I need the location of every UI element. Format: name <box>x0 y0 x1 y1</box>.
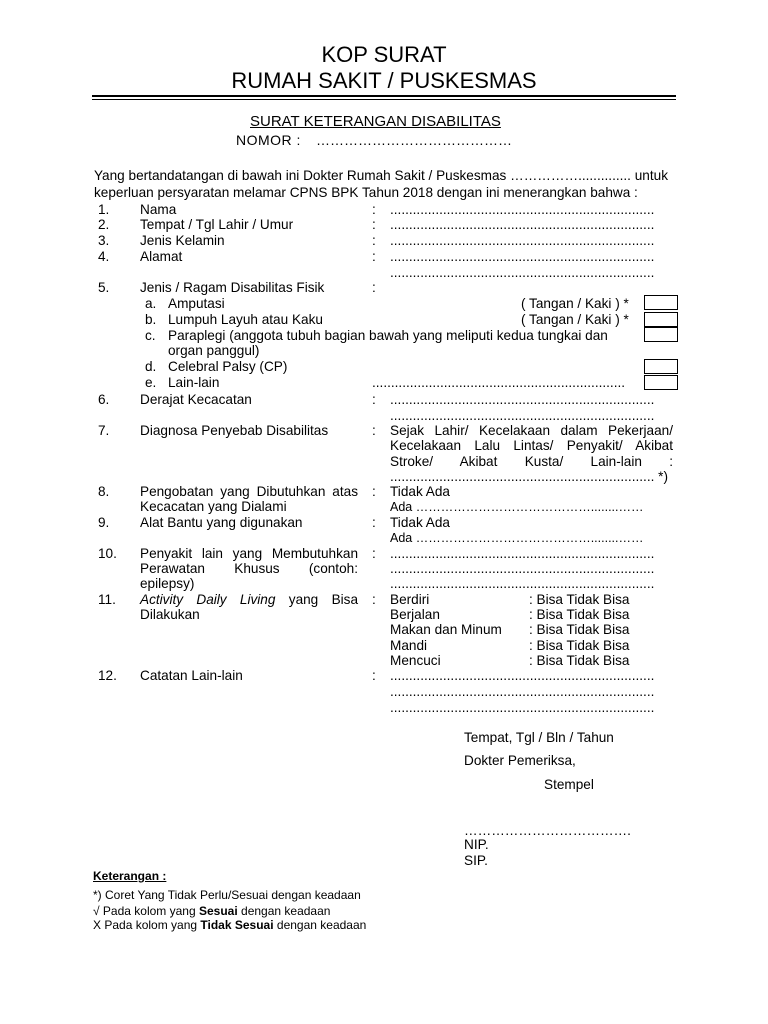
subitem-label-amputasi: Amputasi <box>168 296 225 311</box>
checkbox-lainlain[interactable] <box>644 375 678 390</box>
item-label-jenis-kelamin: Jenis Kelamin <box>140 233 225 248</box>
note-3 <box>93 917 366 933</box>
item-value-nama: ...................................................................... <box>390 202 655 217</box>
subitem-letter: d. <box>145 359 157 374</box>
item-separator: : <box>372 592 376 607</box>
adl-activity: Berdiri <box>390 592 430 607</box>
item-value-penyakit: ...................................................................... <box>390 546 655 561</box>
note-1: *) Coret Yang Tidak Perlu/Sesuai dengan keadaan <box>93 888 361 902</box>
subitem-label-lumpuh: Lumpuh Layuh atau Kaku <box>168 312 323 327</box>
item-separator: : <box>372 392 376 407</box>
item-separator: : <box>372 280 376 295</box>
item-value-ttl: ...................................................................... <box>390 217 655 232</box>
item-value-alamat-2: ...................................................................... <box>390 265 655 280</box>
item-label-adl <box>140 592 358 608</box>
item-label-derajat: Derajat Kecacatan <box>140 392 252 407</box>
note-2-c: dengan keadaan <box>237 904 331 918</box>
note-3-a: X Pada kolom yang <box>93 918 201 932</box>
signature-doctor: Dokter Pemeriksa, <box>464 753 576 768</box>
item-number: 10. <box>98 546 117 561</box>
letterhead-institution: RUMAH SAKIT / PUSKESMAS <box>231 68 537 93</box>
checkbox-paraplegi[interactable] <box>644 327 678 342</box>
letterhead-title: KOP SURAT <box>321 42 447 67</box>
item-separator: : <box>372 202 376 217</box>
checkbox-lumpuh[interactable] <box>644 312 678 327</box>
item-number: 7. <box>98 423 110 438</box>
subitem-letter: e. <box>145 375 157 390</box>
item-separator: : <box>372 546 376 561</box>
item-separator: : <box>372 233 376 248</box>
item-label-penyakit: Penyakit lain yang Membutuhkan <box>140 546 358 561</box>
alat-bantu-tidak-ada: Tidak Ada <box>390 515 450 530</box>
note-3-c: dengan keadaan <box>273 918 367 932</box>
adl-option: : Bisa Tidak Bisa <box>529 638 630 653</box>
item-number: 11. <box>98 592 116 607</box>
item-number: 1. <box>98 202 110 217</box>
note-3-b: Tidak Sesuai <box>200 918 274 932</box>
signature-nip: NIP. <box>464 837 489 852</box>
intro-line2: keperluan persyaratan melamar CPNS BPK Tahun 2018 dengan ini menerangkan bahwa : <box>94 185 638 200</box>
alat-bantu-ada: Ada ……………………………………........…… <box>390 531 644 545</box>
item-value-derajat: ...................................................................... <box>390 392 655 407</box>
item-value-derajat-2: ...................................................................... <box>390 408 655 423</box>
item-label-jenis-disabilitas: Jenis / Ragam Disabilitas Fisik <box>140 280 325 295</box>
item-value-catatan: ...................................................................... <box>390 668 655 683</box>
intro-dots: …………….............. <box>510 168 631 183</box>
signature-place-date: Tempat, Tgl / Bln / Tahun <box>464 730 614 745</box>
item-value-penyakit-2: ...................................................................... <box>390 561 655 576</box>
item-label-penyakit-2: Perawatan Khusus (contoh: <box>140 561 358 576</box>
item-separator: : <box>372 249 376 264</box>
subitem-letter: a. <box>145 296 157 311</box>
subitem-letter: b. <box>145 312 157 327</box>
intro-text-b: untuk <box>634 168 668 183</box>
subitem-label-cp: Celebral Palsy (CP) <box>168 359 288 374</box>
item-number: 8. <box>98 484 110 499</box>
item-label-alamat: Alamat <box>140 249 183 264</box>
adl-activity: Mencuci <box>390 653 441 668</box>
subitem-letter: c. <box>145 328 156 343</box>
item-separator: : <box>372 484 376 499</box>
item-label-diagnosa: Diagnosa Penyebab Disabilitas <box>140 423 329 438</box>
subitem-label-paraplegi-2: organ panggul) <box>168 343 260 358</box>
adl-italic: Activity Daily Living <box>140 592 276 607</box>
diagnosa-line-2: Kecelakaan Lalu Lintas/ Penyakit/ Akibat <box>390 438 673 453</box>
adl-activity: Makan dan Minum <box>390 622 502 637</box>
diagnosa-line-1: Sejak Lahir/ Kecelakaan dalam Pekerjaan/ <box>390 423 673 438</box>
subitem-label-lainlain: Lain-lain <box>168 375 220 390</box>
item-number: 6. <box>98 392 110 407</box>
item-number: 5. <box>98 280 110 295</box>
note-2-b: Sesuai <box>198 904 238 918</box>
subitem-option-amputasi: ( Tangan / Kaki ) * <box>521 296 629 311</box>
item-number: 4. <box>98 249 110 264</box>
item-separator: : <box>372 668 376 683</box>
item-value-catatan-3: ...................................................................... <box>390 700 655 715</box>
item-number: 12. <box>98 668 117 683</box>
item-value-jenis-kelamin: ...................................................................... <box>390 233 655 248</box>
adl-option: : Bisa Tidak Bisa <box>529 622 630 637</box>
subitem-option-lumpuh: ( Tangan / Kaki ) * <box>521 312 629 327</box>
adl-rest: yang Bisa <box>288 592 359 607</box>
diagnosa-line-3: Stroke/ Akibat Kusta/ Lain-lain : <box>390 454 673 469</box>
adl-activity: Mandi <box>390 638 428 653</box>
signature-stamp: Stempel <box>544 777 594 792</box>
item-label-ttl: Tempat / Tgl Lahir / Umur <box>140 217 294 232</box>
pengobatan-tidak-ada: Tidak Ada <box>390 484 450 499</box>
item-separator: : <box>372 217 376 232</box>
adl-option: : Bisa Tidak Bisa <box>529 653 630 668</box>
item-label-catatan: Catatan Lain-lain <box>140 668 243 683</box>
signature-name-dots: ………………………………. <box>464 823 631 838</box>
item-separator: : <box>372 423 376 438</box>
item-separator: : <box>372 515 376 530</box>
document-title: SURAT KETERANGAN DISABILITAS <box>250 113 501 130</box>
item-label-penyakit-3: epilepsy) <box>140 576 195 591</box>
notes-heading: Keterangan : <box>93 869 167 883</box>
item-number: 9. <box>98 515 110 530</box>
intro-line1 <box>94 168 668 184</box>
adl-option: : Bisa Tidak Bisa <box>529 592 630 607</box>
item-value-penyakit-3: ...................................................................... <box>390 576 655 591</box>
checkbox-amputasi[interactable] <box>644 295 678 310</box>
checkbox-cp[interactable] <box>644 359 678 374</box>
item-number: 2. <box>98 217 110 232</box>
letterhead-rule-thick <box>92 95 676 97</box>
item-number: 3. <box>98 233 110 248</box>
item-label-nama: Nama <box>140 202 177 217</box>
item-label-adl-2: Dilakukan <box>140 607 200 622</box>
note-2-a: √ Pada kolom yang <box>93 904 199 918</box>
nomor-label: NOMOR : <box>236 132 301 148</box>
signature-sip: SIP. <box>464 853 488 868</box>
item-label-alat-bantu: Alat Bantu yang digunakan <box>140 515 303 530</box>
item-value-catatan-2: ...................................................................... <box>390 684 655 699</box>
intro-text-a: Yang bertandatangan di bawah ini Dokter Rumah Sakit / Puskesmas <box>94 168 507 183</box>
adl-activity: Berjalan <box>390 607 440 622</box>
item-value-alamat: ...................................................................... <box>390 249 655 264</box>
letterhead-rule-thin <box>92 99 676 100</box>
pengobatan-ada: Ada ……………………………………........…… <box>390 500 644 514</box>
nomor-dots: …………………………………… <box>316 132 512 148</box>
subitem-value-lainlain: ................................................................... <box>372 375 626 390</box>
subitem-label-paraplegi: Paraplegi (anggota tubuh bagian bawah yang meliputi kedua tungkai dan <box>168 328 608 343</box>
diagnosa-line-4: ...................................................................... *) <box>390 469 668 484</box>
adl-option: : Bisa Tidak Bisa <box>529 607 630 622</box>
item-label-pengobatan: Pengobatan yang Dibutuhkan atas <box>140 484 358 499</box>
item-label-pengobatan-2: Kecacatan yang Dialami <box>140 499 287 514</box>
